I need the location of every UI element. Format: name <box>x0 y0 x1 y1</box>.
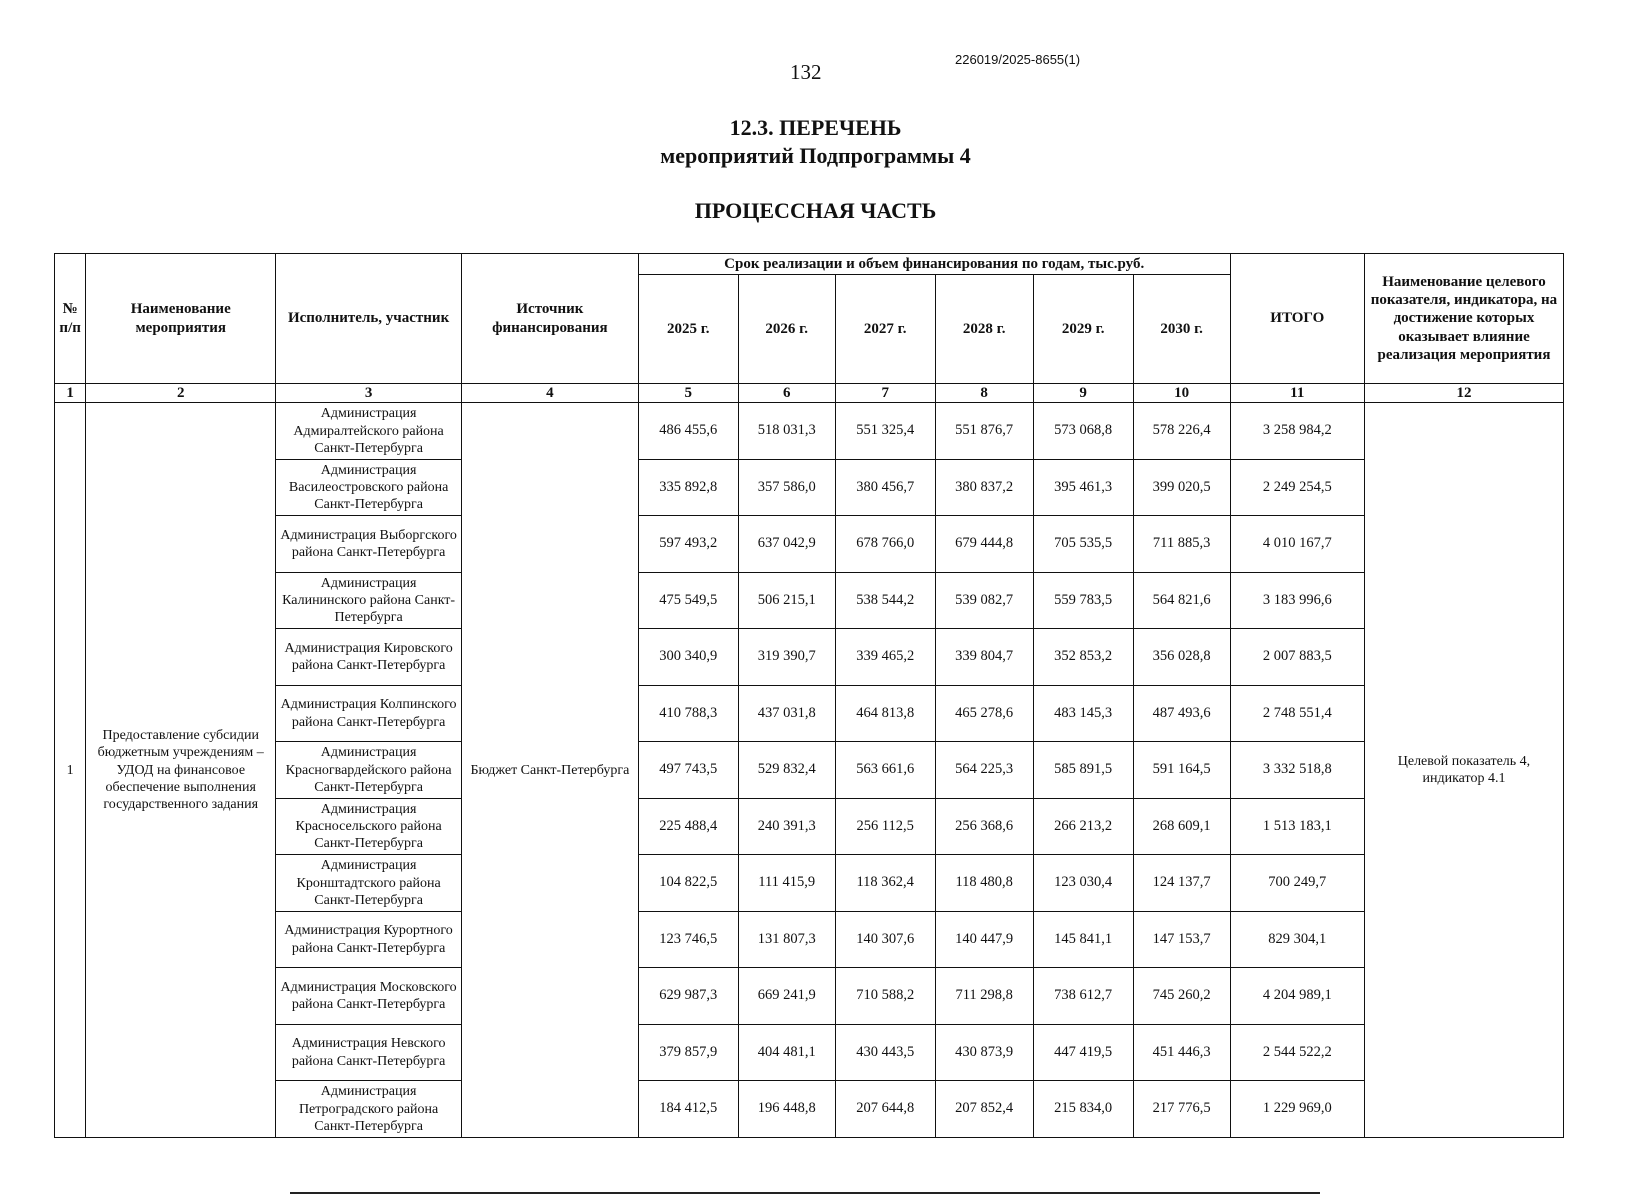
executor-cell: Администрация Кировского района Санкт-Петербурга <box>276 629 462 686</box>
total-cell: 700 249,7 <box>1230 855 1364 912</box>
total-cell: 3 183 996,6 <box>1230 572 1364 629</box>
year-value-cell: 578 226,4 <box>1133 403 1230 460</box>
year-value-cell: 559 783,5 <box>1033 572 1133 629</box>
year-value-cell: 711 298,8 <box>935 968 1033 1025</box>
executor-cell: Администрация Адмиралтейского района Санкт-Петербурга <box>276 403 462 460</box>
table-row <box>55 516 1564 573</box>
year-value-cell: 437 031,8 <box>738 685 835 742</box>
table-row <box>55 742 1564 799</box>
year-value-cell: 410 788,3 <box>638 685 738 742</box>
header-year: 2025 г. <box>638 275 738 384</box>
year-value-cell: 710 588,2 <box>835 968 935 1025</box>
year-value-cell: 585 891,5 <box>1033 742 1133 799</box>
year-value-cell: 131 807,3 <box>738 911 835 968</box>
column-number: 5 <box>638 384 738 403</box>
item-number-cell: 1 <box>55 403 86 1138</box>
year-value-cell: 464 813,8 <box>835 685 935 742</box>
total-cell: 2 007 883,5 <box>1230 629 1364 686</box>
year-value-cell: 123 746,5 <box>638 911 738 968</box>
year-value-cell: 339 804,7 <box>935 629 1033 686</box>
column-number: 8 <box>935 384 1033 403</box>
total-cell: 2 748 551,4 <box>1230 685 1364 742</box>
year-value-cell: 506 215,1 <box>738 572 835 629</box>
year-value-cell: 404 481,1 <box>738 1024 835 1081</box>
total-cell: 1 229 969,0 <box>1230 1081 1364 1138</box>
year-value-cell: 140 307,6 <box>835 911 935 968</box>
executor-cell: Администрация Красногвардейского района Санкт-Петербурга <box>276 742 462 799</box>
table-row <box>55 629 1564 686</box>
year-value-cell: 118 480,8 <box>935 855 1033 912</box>
header-num: № п/п <box>55 254 86 384</box>
year-value-cell: 399 020,5 <box>1133 459 1230 516</box>
year-value-cell: 629 987,3 <box>638 968 738 1025</box>
year-value-cell: 256 112,5 <box>835 798 935 855</box>
year-value-cell: 486 455,6 <box>638 403 738 460</box>
year-value-cell: 196 448,8 <box>738 1081 835 1138</box>
year-value-cell: 564 225,3 <box>935 742 1033 799</box>
year-value-cell: 573 068,8 <box>1033 403 1133 460</box>
year-value-cell: 451 446,3 <box>1133 1024 1230 1081</box>
table-row <box>55 798 1564 855</box>
document-reference: 226019/2025-8655(1) <box>955 52 1081 67</box>
table-body <box>55 403 1564 1138</box>
measures-table <box>54 253 1564 1138</box>
page-number: 132 <box>790 60 822 84</box>
year-value-cell: 487 493,6 <box>1133 685 1230 742</box>
column-number: 6 <box>738 384 835 403</box>
header-name: Наименование мероприятия <box>86 254 276 384</box>
year-value-cell: 124 137,7 <box>1133 855 1230 912</box>
header-total: ИТОГО <box>1230 254 1364 384</box>
column-number: 3 <box>276 384 462 403</box>
year-value-cell: 111 415,9 <box>738 855 835 912</box>
table-row <box>55 403 1564 460</box>
year-value-cell: 266 213,2 <box>1033 798 1133 855</box>
year-value-cell: 518 031,3 <box>738 403 835 460</box>
total-cell: 4 010 167,7 <box>1230 516 1364 573</box>
executor-cell: Администрация Красносельского района Санкт-Петербурга <box>276 798 462 855</box>
year-value-cell: 637 042,9 <box>738 516 835 573</box>
year-value-cell: 240 391,3 <box>738 798 835 855</box>
year-value-cell: 669 241,9 <box>738 968 835 1025</box>
indicator-cell: Целевой показатель 4, индикатор 4.1 <box>1364 403 1563 1138</box>
header-year: 2026 г. <box>738 275 835 384</box>
executor-cell: Администрация Курортного района Санкт-Петербурга <box>276 911 462 968</box>
header-year: 2028 г. <box>935 275 1033 384</box>
year-value-cell: 380 837,2 <box>935 459 1033 516</box>
total-cell: 4 204 989,1 <box>1230 968 1364 1025</box>
year-value-cell: 430 873,9 <box>935 1024 1033 1081</box>
year-value-cell: 339 465,2 <box>835 629 935 686</box>
year-value-cell: 225 488,4 <box>638 798 738 855</box>
year-value-cell: 529 832,4 <box>738 742 835 799</box>
header-year: 2030 г. <box>1133 275 1230 384</box>
executor-cell: Администрация Выборгского района Санкт-Петербурга <box>276 516 462 573</box>
header-year: 2027 г. <box>835 275 935 384</box>
executor-cell: Администрация Московского района Санкт-Петербурга <box>276 968 462 1025</box>
total-cell: 829 304,1 <box>1230 911 1364 968</box>
header-executor: Исполнитель, участник <box>276 254 462 384</box>
year-value-cell: 738 612,7 <box>1033 968 1133 1025</box>
table-row <box>55 1024 1564 1081</box>
executor-cell: Администрация Калининского района Санкт-Петербурга <box>276 572 462 629</box>
executor-cell: Администрация Невского района Санкт-Петербурга <box>276 1024 462 1081</box>
year-value-cell: 711 885,3 <box>1133 516 1230 573</box>
total-cell: 3 258 984,2 <box>1230 403 1364 460</box>
table-row <box>55 968 1564 1025</box>
section-title: ПРОЦЕССНАЯ ЧАСТЬ <box>694 198 937 223</box>
year-value-cell: 497 743,5 <box>638 742 738 799</box>
page-subtitle: мероприятий Подпрограммы 4 <box>660 143 971 168</box>
year-value-cell: 217 776,5 <box>1133 1081 1230 1138</box>
executor-cell: Администрация Колпинского района Санкт-Петербурга <box>276 685 462 742</box>
column-number: 11 <box>1230 384 1364 403</box>
year-value-cell: 319 390,7 <box>738 629 835 686</box>
table-row <box>55 855 1564 912</box>
total-cell: 3 332 518,8 <box>1230 742 1364 799</box>
table-row <box>55 911 1564 968</box>
column-number: 2 <box>86 384 276 403</box>
year-value-cell: 483 145,3 <box>1033 685 1133 742</box>
header-indicator: Наименование целевого показателя, индикатора, на достижение которых оказывает влияние реализация мероприятия <box>1364 254 1563 384</box>
total-cell: 2 249 254,5 <box>1230 459 1364 516</box>
year-value-cell: 357 586,0 <box>738 459 835 516</box>
year-value-cell: 256 368,6 <box>935 798 1033 855</box>
column-number: 10 <box>1133 384 1230 403</box>
year-value-cell: 379 857,9 <box>638 1024 738 1081</box>
year-value-cell: 475 549,5 <box>638 572 738 629</box>
year-value-cell: 551 325,4 <box>835 403 935 460</box>
year-value-cell: 145 841,1 <box>1033 911 1133 968</box>
year-value-cell: 356 028,8 <box>1133 629 1230 686</box>
year-value-cell: 147 153,7 <box>1133 911 1230 968</box>
year-value-cell: 447 419,5 <box>1033 1024 1133 1081</box>
year-value-cell: 678 766,0 <box>835 516 935 573</box>
funding-source-cell: Бюджет Санкт-Петербурга <box>462 403 639 1138</box>
year-value-cell: 123 030,4 <box>1033 855 1133 912</box>
year-value-cell: 207 852,4 <box>935 1081 1033 1138</box>
column-number: 7 <box>835 384 935 403</box>
header-source: Источник финансирования <box>462 254 639 384</box>
executor-cell: Администрация Василеостровского района Санкт-Петербурга <box>276 459 462 516</box>
year-value-cell: 538 544,2 <box>835 572 935 629</box>
year-value-cell: 591 164,5 <box>1133 742 1230 799</box>
year-value-cell: 563 661,6 <box>835 742 935 799</box>
year-value-cell: 140 447,9 <box>935 911 1033 968</box>
year-value-cell: 679 444,8 <box>935 516 1033 573</box>
year-value-cell: 539 082,7 <box>935 572 1033 629</box>
table-row <box>55 1081 1564 1138</box>
total-cell: 2 544 522,2 <box>1230 1024 1364 1081</box>
year-value-cell: 745 260,2 <box>1133 968 1230 1025</box>
table-row <box>55 572 1564 629</box>
year-value-cell: 597 493,2 <box>638 516 738 573</box>
executor-cell: Администрация Кронштадтского района Санкт-Петербурга <box>276 855 462 912</box>
year-value-cell: 215 834,0 <box>1033 1081 1133 1138</box>
column-number: 9 <box>1033 384 1133 403</box>
year-value-cell: 352 853,2 <box>1033 629 1133 686</box>
year-value-cell: 300 340,9 <box>638 629 738 686</box>
year-value-cell: 104 822,5 <box>638 855 738 912</box>
column-number-row <box>55 384 1564 403</box>
page-title: 12.3. ПЕРЕЧЕНЬ <box>729 115 902 140</box>
year-value-cell: 268 609,1 <box>1133 798 1230 855</box>
year-value-cell: 184 412,5 <box>638 1081 738 1138</box>
item-name-cell: Предоставление субсидии бюджетным учреждениям – УДОД на финансовое обеспечение выполнения государственного задания <box>86 403 276 1138</box>
table-row <box>55 459 1564 516</box>
column-number: 4 <box>462 384 639 403</box>
year-value-cell: 395 461,3 <box>1033 459 1133 516</box>
column-number: 12 <box>1364 384 1563 403</box>
year-value-cell: 564 821,6 <box>1133 572 1230 629</box>
bottom-divider <box>290 1192 1320 1194</box>
year-value-cell: 465 278,6 <box>935 685 1033 742</box>
year-value-cell: 380 456,7 <box>835 459 935 516</box>
column-number: 1 <box>55 384 86 403</box>
year-value-cell: 118 362,4 <box>835 855 935 912</box>
executor-cell: Администрация Петроградского района Санкт-Петербурга <box>276 1081 462 1138</box>
header-financing-span: Срок реализации и объем финансирования по годам, тыс.руб. <box>638 254 1230 275</box>
total-cell: 1 513 183,1 <box>1230 798 1364 855</box>
year-value-cell: 207 644,8 <box>835 1081 935 1138</box>
year-value-cell: 430 443,5 <box>835 1024 935 1081</box>
table-row <box>55 685 1564 742</box>
year-value-cell: 705 535,5 <box>1033 516 1133 573</box>
year-value-cell: 551 876,7 <box>935 403 1033 460</box>
year-value-cell: 335 892,8 <box>638 459 738 516</box>
header-year: 2029 г. <box>1033 275 1133 384</box>
